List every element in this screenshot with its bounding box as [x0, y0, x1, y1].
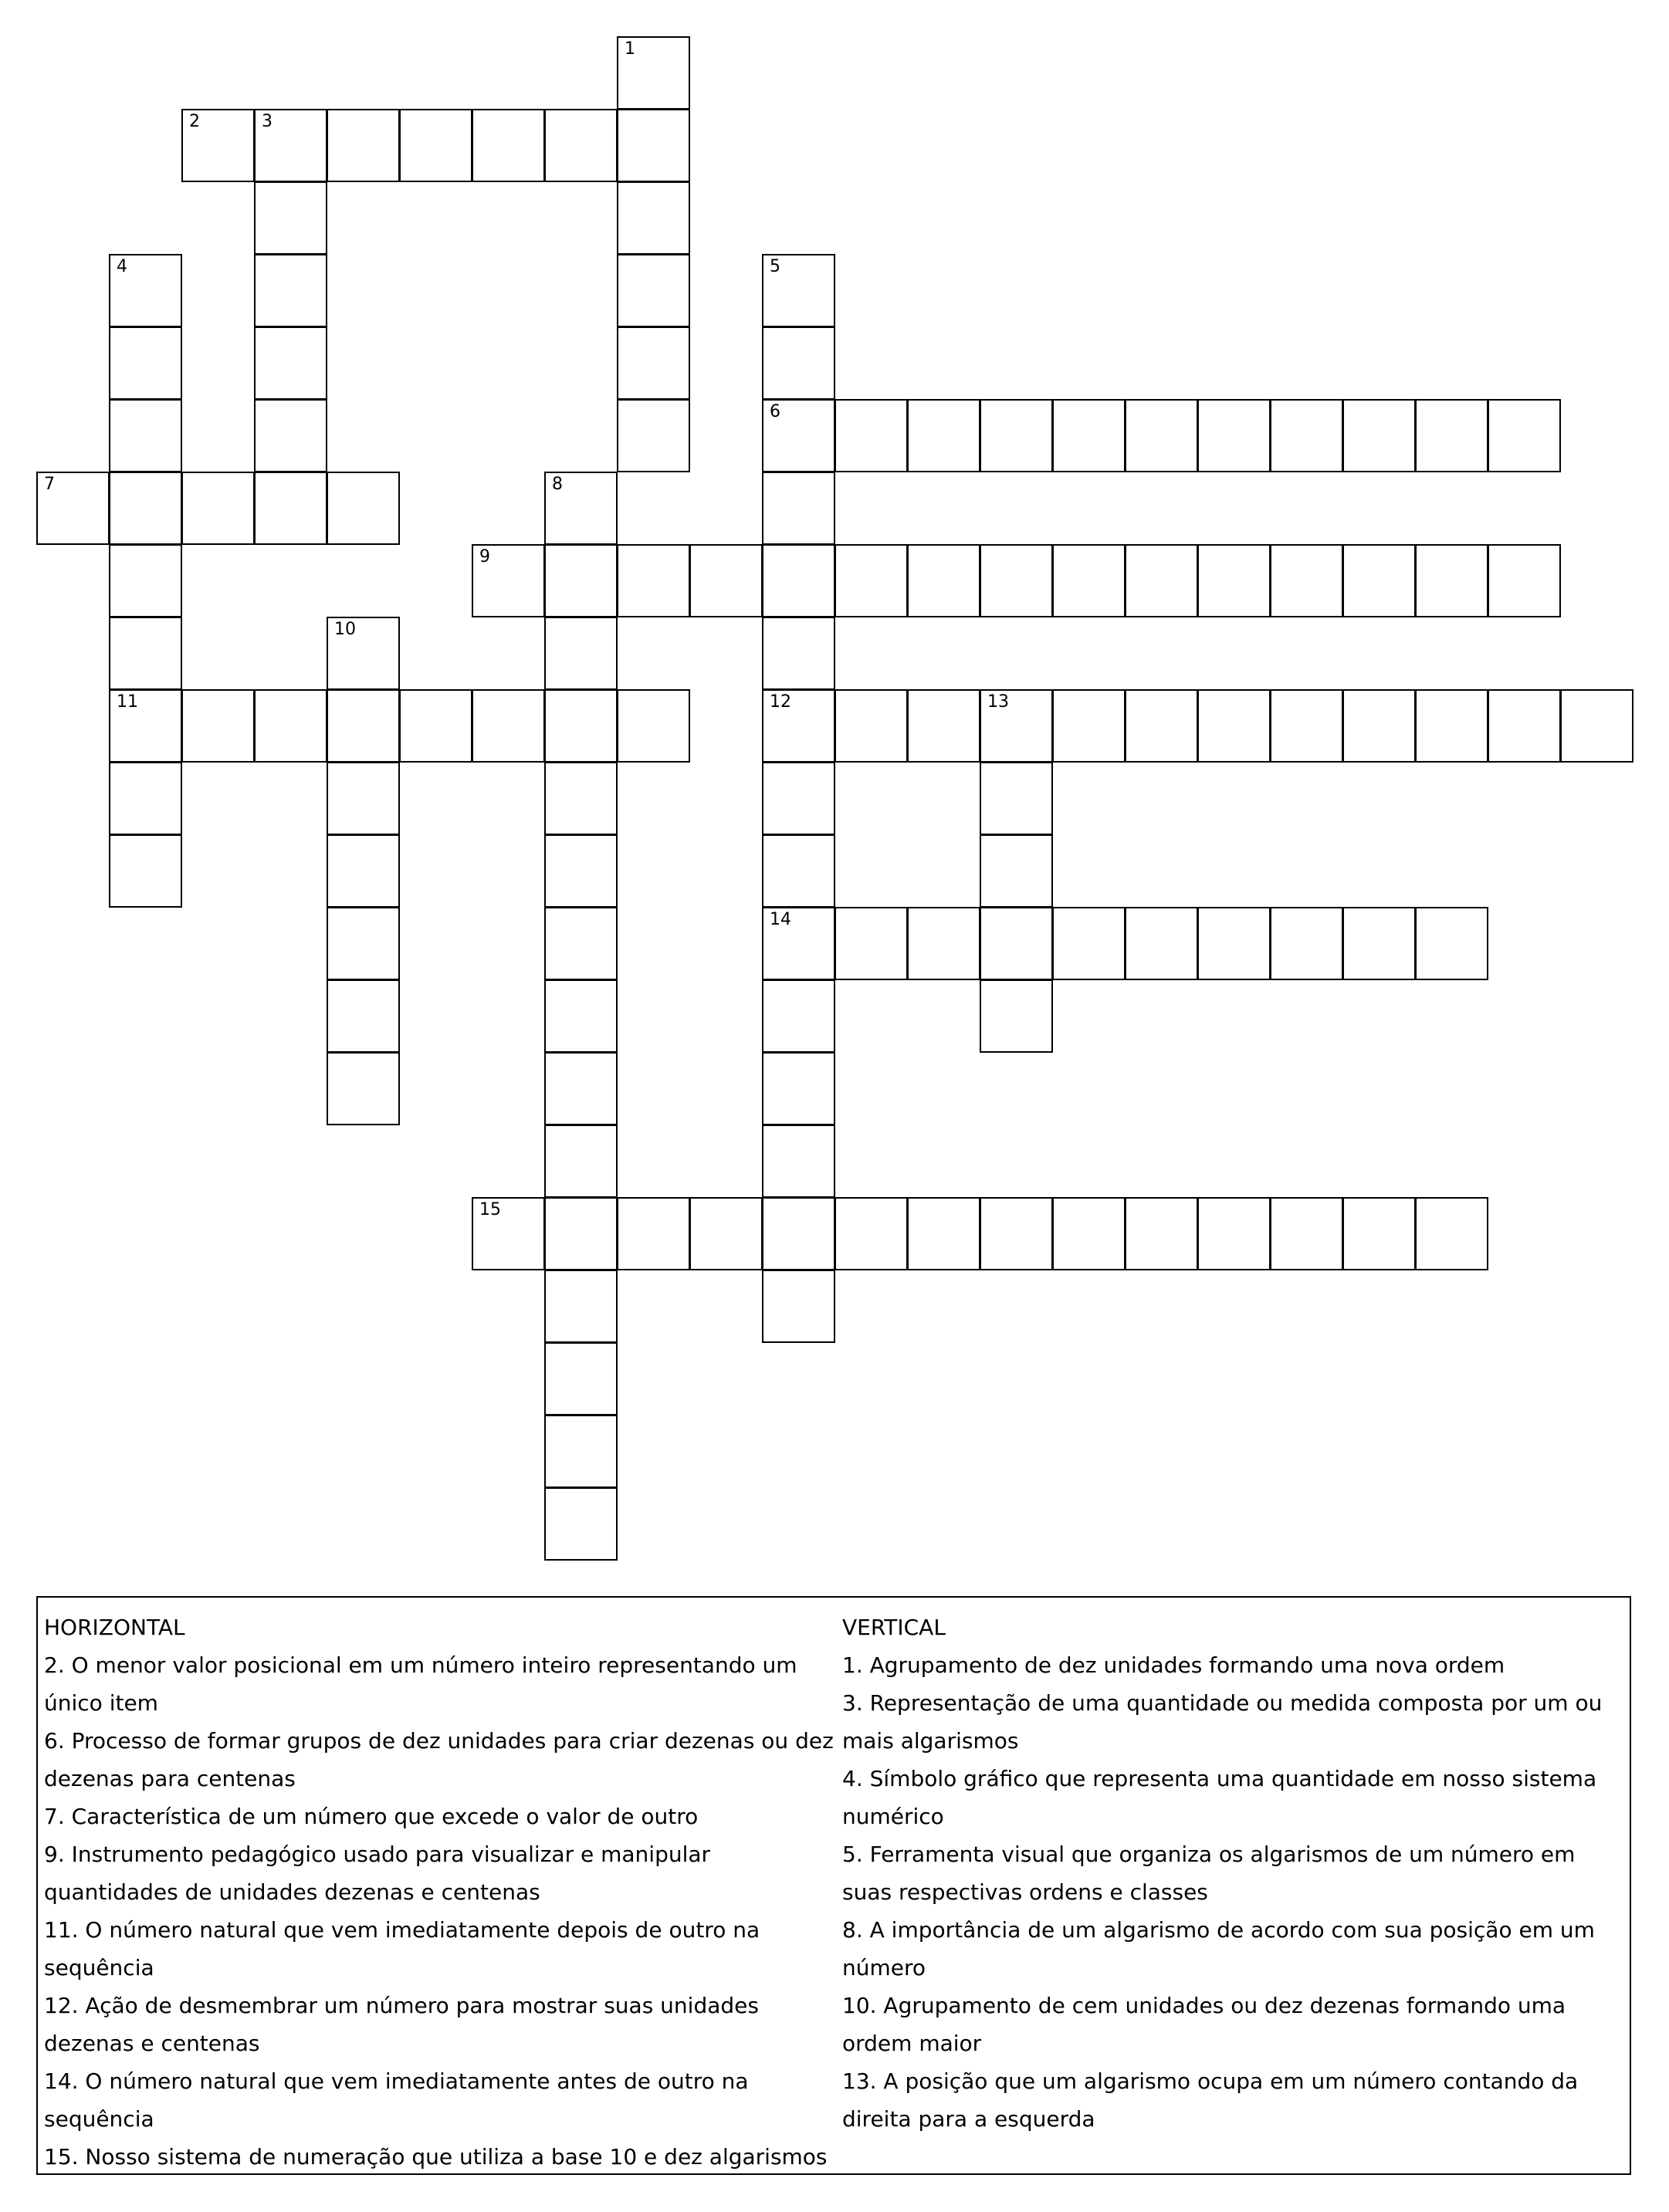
clue-across-7: 7. Característica de um número que excede o valor de outro [44, 1804, 699, 1829]
clue-across-15: 15. Nosso sistema de numeração que utiliza a base 10 e dez algarismos [44, 2144, 828, 2170]
grid-cell[interactable] [1342, 1197, 1416, 1270]
clue-number: 1 [625, 39, 635, 59]
grid-cell[interactable] [109, 254, 182, 327]
grid-cell[interactable] [544, 907, 618, 980]
grid-cell[interactable] [762, 399, 835, 472]
grid-cell[interactable] [544, 834, 618, 908]
grid-cell[interactable] [327, 762, 400, 835]
clue-number: 4 [117, 257, 127, 276]
grid-cell[interactable] [1125, 907, 1198, 980]
grid-cell[interactable] [109, 399, 182, 472]
grid-cell[interactable] [544, 1487, 618, 1561]
grid-cell[interactable] [834, 544, 908, 617]
grid-cell[interactable] [762, 472, 835, 545]
grid-cell[interactable] [1342, 689, 1416, 763]
grid-cell[interactable] [1270, 1197, 1343, 1270]
horizontal-heading: HORIZONTAL [44, 1615, 185, 1640]
grid-cell[interactable] [544, 979, 618, 1053]
grid-cell[interactable] [1052, 907, 1126, 980]
clue-across-12: 12. Ação de desmembrar um número para mostrar suas unidades dezenas e centenas [44, 1993, 759, 2056]
grid-cell[interactable] [327, 907, 400, 980]
grid-cell[interactable] [544, 762, 618, 835]
grid-cell[interactable] [472, 689, 545, 763]
grid-cell[interactable] [980, 762, 1053, 835]
grid-cell[interactable] [1488, 689, 1561, 763]
grid-cell[interactable] [980, 979, 1053, 1053]
grid-cell[interactable] [544, 1197, 618, 1270]
clues-box [36, 1596, 1631, 2175]
grid-cell[interactable] [327, 1052, 400, 1125]
grid-cell[interactable] [1052, 1197, 1126, 1270]
clue-down-3: 3. Representação de uma quantidade ou medida composta por um ou mais algarismos [842, 1690, 1603, 1754]
grid-cell[interactable] [544, 472, 618, 545]
grid-cell[interactable] [109, 689, 182, 763]
grid-cell[interactable] [762, 254, 835, 327]
clue-number: 3 [262, 112, 273, 131]
grid-cell[interactable] [834, 907, 908, 980]
grid-cell[interactable] [907, 544, 980, 617]
grid-cell[interactable] [181, 472, 255, 545]
grid-cell[interactable] [1270, 907, 1343, 980]
grid-cell[interactable] [980, 1197, 1053, 1270]
clue-number: 15 [479, 1200, 501, 1219]
grid-cell[interactable] [762, 979, 835, 1053]
clue-down-5: 5. Ferramenta visual que organiza os algarismos de um número em suas respectivas ordens e classes [842, 1842, 1576, 1905]
grid-cell[interactable] [1342, 399, 1416, 472]
grid-cell[interactable] [254, 689, 327, 763]
grid-cell[interactable] [617, 36, 690, 110]
grid-cell[interactable] [980, 544, 1053, 617]
grid-cell[interactable] [617, 326, 690, 400]
grid-cell[interactable] [109, 544, 182, 617]
clue-number: 8 [552, 475, 563, 494]
vertical-heading: VERTICAL [842, 1615, 946, 1640]
grid-cell[interactable] [1415, 907, 1488, 980]
grid-cell[interactable] [544, 1125, 618, 1198]
clue-across-11: 11. O número natural que vem imediatamente depois de outro na sequência [44, 1917, 760, 1980]
grid-cell[interactable] [254, 109, 327, 182]
clue-down-1: 1. Agrupamento de dez unidades formando uma nova ordem [842, 1652, 1505, 1678]
grid-cell[interactable] [617, 399, 690, 472]
grid-cell[interactable] [254, 472, 327, 545]
vertical-clues [842, 1608, 1622, 2138]
grid-cell[interactable] [762, 1197, 835, 1270]
grid-cell[interactable] [689, 544, 763, 617]
grid-cell[interactable] [762, 907, 835, 980]
grid-cell[interactable] [1197, 399, 1271, 472]
clue-across-6: 6. Processo de formar grupos de dez unidades para criar dezenas ou dez dezenas para centenas [44, 1728, 834, 1791]
grid-cell[interactable] [181, 109, 255, 182]
clue-number: 7 [44, 475, 55, 494]
grid-cell[interactable] [109, 472, 182, 545]
clue-number: 5 [770, 257, 780, 276]
grid-cell[interactable] [1125, 689, 1198, 763]
grid-cell[interactable] [980, 399, 1053, 472]
grid-cell[interactable] [327, 689, 400, 763]
grid-cell[interactable] [762, 617, 835, 690]
clue-number: 11 [117, 692, 138, 712]
grid-cell[interactable] [1270, 399, 1343, 472]
clue-number: 9 [479, 547, 490, 567]
grid-cell[interactable] [1052, 544, 1126, 617]
grid-cell[interactable] [1197, 907, 1271, 980]
grid-cell[interactable] [327, 834, 400, 908]
clue-number: 14 [770, 910, 791, 929]
grid-cell[interactable] [109, 834, 182, 908]
grid-cell[interactable] [472, 544, 545, 617]
grid-cell[interactable] [907, 1197, 980, 1270]
grid-cell[interactable] [980, 689, 1053, 763]
grid-cell[interactable] [254, 326, 327, 400]
clue-across-2: 2. O menor valor posicional em um número inteiro representando um único item [44, 1652, 797, 1716]
grid-cell[interactable] [907, 399, 980, 472]
clue-across-9: 9. Instrumento pedagógico usado para visualizar e manipular quantidades de unidades dezenas e centenas [44, 1842, 711, 1905]
grid-cell[interactable] [907, 907, 980, 980]
grid-cell[interactable] [109, 326, 182, 400]
grid-cell[interactable] [762, 834, 835, 908]
grid-cell[interactable] [617, 1197, 690, 1270]
grid-cell[interactable] [399, 109, 472, 182]
grid-cell[interactable] [762, 1052, 835, 1125]
clue-number: 10 [334, 620, 356, 639]
grid-cell[interactable] [544, 1415, 618, 1488]
grid-cell[interactable] [327, 979, 400, 1053]
grid-cell[interactable] [1052, 689, 1126, 763]
grid-cell[interactable] [1052, 399, 1126, 472]
grid-cell[interactable] [1415, 689, 1488, 763]
grid-cell[interactable] [617, 689, 690, 763]
grid-cell[interactable] [544, 544, 618, 617]
grid-cell[interactable] [762, 762, 835, 835]
grid-cell[interactable] [1342, 907, 1416, 980]
grid-cell[interactable] [327, 472, 400, 545]
grid-cell[interactable] [1197, 544, 1271, 617]
grid-cell[interactable] [544, 1052, 618, 1125]
clue-number: 12 [770, 692, 791, 712]
clue-down-8: 8. A importância de um algarismo de acordo com sua posição em um número [842, 1917, 1595, 1980]
grid-cell[interactable] [1125, 544, 1198, 617]
grid-cell[interactable] [1197, 1197, 1271, 1270]
grid-cell[interactable] [254, 181, 327, 255]
clue-number: 2 [189, 112, 200, 131]
grid-cell[interactable] [1488, 399, 1561, 472]
grid-cell[interactable] [472, 1197, 545, 1270]
grid-cell[interactable] [1197, 689, 1271, 763]
grid-cell[interactable] [544, 109, 618, 182]
grid-cell[interactable] [1125, 1197, 1198, 1270]
grid-cell[interactable] [544, 1270, 618, 1343]
grid-cell[interactable] [327, 617, 400, 690]
clue-number: 13 [987, 692, 1009, 712]
grid-cell[interactable] [980, 907, 1053, 980]
grid-cell[interactable] [907, 689, 980, 763]
grid-cell[interactable] [544, 689, 618, 763]
grid-cell[interactable] [762, 544, 835, 617]
grid-cell[interactable] [1270, 689, 1343, 763]
grid-cell[interactable] [980, 834, 1053, 908]
grid-cell[interactable] [617, 544, 690, 617]
clue-down-13: 13. A posição que um algarismo ocupa em um número contando da direita para a esquerda [842, 2068, 1579, 2132]
grid-cell[interactable] [399, 689, 472, 763]
grid-cell[interactable] [689, 1197, 763, 1270]
clue-down-4: 4. Símbolo gráfico que representa uma quantidade em nosso sistema numérico [842, 1766, 1597, 1829]
grid-cell[interactable] [254, 399, 327, 472]
grid-cell[interactable] [1342, 544, 1416, 617]
grid-cell[interactable] [327, 109, 400, 182]
clue-number: 6 [770, 402, 780, 421]
grid-cell[interactable] [762, 1270, 835, 1343]
grid-cell[interactable] [36, 472, 110, 545]
clue-across-14: 14. O número natural que vem imediatamente antes de outro na sequência [44, 2068, 749, 2132]
grid-cell[interactable] [834, 399, 908, 472]
grid-cell[interactable] [1560, 689, 1633, 763]
grid-cell[interactable] [834, 1197, 908, 1270]
grid-cell[interactable] [1415, 1197, 1488, 1270]
grid-cell[interactable] [617, 109, 690, 182]
clue-down-10: 10. Agrupamento de cem unidades ou dez dezenas formando uma ordem maior [842, 1993, 1566, 2056]
grid-cell[interactable] [1125, 399, 1198, 472]
grid-cell[interactable] [762, 689, 835, 763]
grid-cell[interactable] [1415, 399, 1488, 472]
grid-cell[interactable] [181, 689, 255, 763]
grid-cell[interactable] [254, 254, 327, 327]
grid-cell[interactable] [472, 109, 545, 182]
grid-cell[interactable] [617, 181, 690, 255]
grid-cell[interactable] [762, 1125, 835, 1198]
grid-cell[interactable] [617, 254, 690, 327]
grid-cell[interactable] [1415, 544, 1488, 617]
grid-cell[interactable] [834, 689, 908, 763]
grid-cell[interactable] [1488, 544, 1561, 617]
grid-cell[interactable] [762, 326, 835, 400]
grid-cell[interactable] [544, 617, 618, 690]
grid-cell[interactable] [544, 1342, 618, 1415]
grid-cell[interactable] [109, 762, 182, 835]
grid-cell[interactable] [1270, 544, 1343, 617]
horizontal-clues [44, 1608, 843, 2176]
grid-cell[interactable] [109, 617, 182, 690]
